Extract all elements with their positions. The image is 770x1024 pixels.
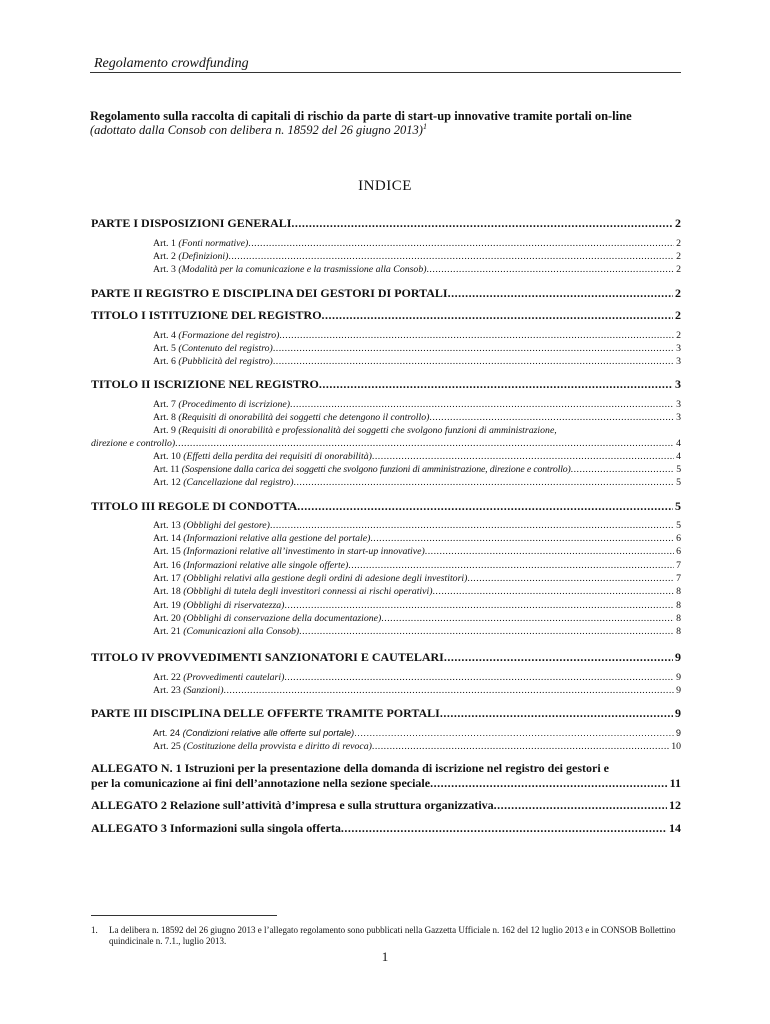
toc-page-number: 3 — [676, 356, 681, 367]
header-rule — [90, 72, 681, 73]
art-description: (Obblighi di riservatezza) — [183, 600, 285, 611]
toc-page-number: 7 — [676, 560, 681, 571]
art-number: Art. 18 — [153, 586, 181, 597]
toc-label: ALLEGATO 3 Informazioni sulla singola offerta — [91, 821, 341, 835]
toc-label — [153, 573, 467, 584]
toc-label: TITOLO IV PROVVEDIMENTI SANZIONATORI E CAUTELARI — [91, 650, 444, 664]
art-description: (Obblighi di conservazione della documentazione) — [183, 613, 382, 624]
toc-entry-art-8[interactable] — [153, 412, 681, 425]
art-description: (Obblighi relativi alla gestione degli ordini di adesione degli investitori) — [183, 573, 468, 584]
toc-label — [153, 685, 224, 696]
toc-page-number: 2 — [676, 251, 681, 262]
toc-page-number: 4 — [676, 438, 681, 449]
toc-leader — [354, 728, 674, 738]
toc-label: ALLEGATO 2 Relazione sull’attività d’impresa e sulla struttura organizzativa — [91, 798, 494, 812]
running-header: Regolamento crowdfunding — [94, 56, 249, 71]
art-number: Art. 5 — [153, 343, 176, 354]
toc-entry-art-24[interactable] — [153, 728, 681, 741]
toc-page-number: 2 — [676, 330, 681, 341]
toc-leader — [372, 451, 674, 462]
toc-entry-art-25[interactable] — [153, 741, 681, 754]
art-number: Art. 21 — [153, 626, 181, 637]
art-number: Art. 15 — [153, 546, 181, 557]
toc-label: PARTE III DISCIPLINA DELLE OFFERTE TRAMITE PORTALI — [91, 706, 440, 720]
footnote-rule — [91, 915, 277, 916]
toc-entry-art-17[interactable] — [153, 573, 681, 586]
toc-leader — [467, 573, 674, 584]
toc-page-number: 9 — [676, 672, 681, 683]
toc-entry-parte-3[interactable] — [91, 706, 681, 720]
toc-page-number: 4 — [676, 451, 681, 462]
toc-entry-art-13[interactable] — [153, 520, 681, 533]
toc-page-number: 5 — [676, 477, 681, 488]
toc-page-number: 10 — [671, 741, 681, 752]
toc-entry-art-1[interactable] — [153, 238, 681, 251]
toc-leader — [494, 798, 667, 813]
toc-label — [153, 356, 273, 367]
art-number: Art. 7 — [153, 399, 176, 410]
art-description: direzione e controllo) — [91, 438, 176, 449]
toc-entry-art-9-line1[interactable] — [153, 425, 557, 436]
toc-entry-parte-2[interactable] — [91, 286, 681, 300]
toc-page-number: 2 — [675, 286, 681, 300]
toc-entry-titolo-4[interactable] — [91, 650, 681, 664]
toc-label: TITOLO III REGOLE DI CONDOTTA — [91, 499, 298, 513]
toc-leader — [448, 286, 673, 301]
art-description: (Modalità per la comunicazione e la trasmissione alla Consob) — [178, 264, 427, 275]
toc-page-number: 8 — [676, 613, 681, 624]
toc-page-number: 5 — [675, 499, 681, 513]
art-number: Art. 4 — [153, 330, 176, 341]
toc-leader — [372, 741, 669, 752]
toc-leader — [440, 706, 673, 721]
toc-leader — [370, 533, 674, 544]
art-description: (Definizioni) — [178, 251, 229, 262]
toc-entry-art-19[interactable] — [153, 600, 681, 613]
toc-leader — [273, 343, 674, 354]
toc-entry-art-6[interactable] — [153, 356, 681, 369]
art-number: Art. 14 — [153, 533, 181, 544]
art-number: Art. 10 — [153, 451, 181, 462]
art-description: (Informazioni relative alla gestione del portale) — [183, 533, 371, 544]
art-description: (Procedimento di iscrizione) — [178, 399, 291, 410]
art-number: Art. 1 — [153, 238, 176, 249]
toc-leader — [297, 499, 673, 514]
toc-label — [153, 251, 228, 262]
toc-entry-titolo-3[interactable] — [91, 499, 681, 513]
toc-leader — [425, 546, 674, 557]
toc-entry-art-15[interactable] — [153, 546, 681, 559]
art-number: Art. 23 — [153, 685, 181, 696]
toc-page-number: 2 — [675, 216, 681, 230]
toc-leader — [381, 613, 674, 624]
toc-label — [153, 741, 372, 752]
toc-page-number: 2 — [675, 308, 681, 322]
toc-label: per la comunicazione ai fini dell’annotazione nella sezione speciale — [91, 776, 431, 790]
art-description: (Requisiti di onorabilità dei soggetti che detengono il controllo) — [178, 412, 430, 423]
document-title: Regolamento sulla raccolta di capitali di rischio da parte di start-up innovative tramite portali on-line — [90, 109, 632, 123]
art-description: (Pubblicità del registro) — [178, 356, 273, 367]
toc-page-number: 6 — [676, 546, 681, 557]
toc-entry-art-23[interactable] — [153, 685, 681, 698]
toc-label — [153, 238, 248, 249]
toc-page-number: 8 — [676, 626, 681, 637]
art-number: Art. 20 — [153, 613, 181, 624]
toc-page-number: 3 — [676, 399, 681, 410]
toc-entry-art-2[interactable] — [153, 251, 681, 264]
toc-entry-allegato-1-line2[interactable] — [91, 776, 681, 790]
toc-entry-art-7[interactable] — [153, 399, 681, 412]
toc-label: TITOLO I ISTITUZIONE DEL REGISTRO — [91, 308, 322, 322]
toc-page-number: 9 — [675, 706, 681, 720]
art-description: (Sanzioni) — [183, 685, 224, 696]
toc-page-number: 11 — [669, 776, 681, 790]
art-description: (Contenuto del registro) — [178, 343, 273, 354]
toc-page-number: 2 — [676, 264, 681, 275]
toc-leader — [348, 560, 674, 571]
toc-page-number: 2 — [676, 238, 681, 249]
toc-leader — [290, 399, 674, 410]
toc-label — [153, 343, 273, 354]
toc-entry-titolo-2[interactable] — [91, 377, 681, 391]
toc-leader — [429, 412, 674, 423]
art-description: (Fonti normative) — [178, 238, 249, 249]
art-number: Art. 19 — [153, 600, 181, 611]
toc-entry-art-22[interactable] — [153, 672, 681, 685]
footnote — [91, 925, 691, 947]
toc-entry-art-9-line2[interactable] — [91, 438, 681, 451]
toc-label: PARTE II REGISTRO E DISCIPLINA DEI GESTORI DI PORTALI — [91, 286, 448, 300]
toc-leader — [248, 238, 674, 249]
art-description: (Obblighi del gestore) — [183, 520, 270, 531]
toc-leader — [224, 685, 675, 696]
toc-label — [153, 586, 432, 597]
toc-leader — [279, 330, 674, 341]
toc-page-number: 6 — [676, 533, 681, 544]
toc-label: PARTE I DISPOSIZIONI GENERALI — [91, 216, 292, 230]
toc-leader — [426, 264, 674, 275]
toc-entry-art-18[interactable] — [153, 586, 681, 599]
toc-leader — [273, 356, 674, 367]
art-description: (Condizioni relative alle offerte sul portale) — [182, 728, 355, 738]
toc-leader — [432, 586, 674, 597]
toc-entry-art-12[interactable] — [153, 477, 681, 490]
toc-leader — [571, 464, 675, 475]
toc-entry-art-10[interactable] — [153, 451, 681, 464]
toc-label — [153, 613, 381, 624]
subtitle-text: (adottato dalla Consob con delibera n. 18592 del 26 giugno 2013) — [90, 123, 423, 137]
art-number: Art. 12 — [153, 477, 181, 488]
toc-leader — [319, 377, 673, 392]
art-description: (Cancellazione dal registro) — [183, 477, 294, 488]
toc-entry-titolo-1[interactable] — [91, 308, 681, 322]
toc-label: TITOLO II ISCRIZIONE NEL REGISTRO — [91, 377, 319, 391]
index-heading: INDICE — [358, 178, 412, 194]
toc-label — [153, 560, 348, 571]
toc-page-number: 12 — [669, 798, 681, 812]
toc-entry-allegato-2[interactable] — [91, 798, 681, 812]
art-description: (Provvedimenti cautelari) — [183, 672, 285, 683]
toc-page-number: 9 — [675, 650, 681, 664]
page-number: 1 — [381, 949, 389, 964]
toc-entry-parte-1[interactable] — [91, 216, 681, 230]
footnote-reference[interactable]: 1 — [422, 121, 427, 131]
toc-leader — [270, 520, 674, 531]
art-description: (Requisiti di onorabilità e professionalità dei soggetti che svolgono funzioni di amministrazione, — [178, 425, 557, 436]
toc-label — [153, 600, 284, 611]
art-number: Art. 8 — [153, 412, 176, 423]
toc-leader — [430, 776, 668, 791]
art-number: Art. 17 — [153, 573, 181, 584]
toc-page-number: 3 — [676, 412, 681, 423]
toc-label — [153, 533, 370, 544]
toc-label — [153, 546, 425, 557]
toc-entry-art-11[interactable] — [153, 464, 681, 477]
art-description: (Formazione del registro) — [178, 330, 280, 341]
toc-leader — [284, 672, 674, 683]
art-description: (Informazioni relative all’investimento in start-up innovative) — [183, 546, 425, 557]
toc-leader — [322, 308, 673, 323]
toc-leader — [284, 600, 674, 611]
toc-label — [153, 264, 426, 275]
toc-entry-art-4[interactable] — [153, 330, 681, 343]
toc-label — [153, 412, 429, 423]
toc-leader — [228, 251, 674, 262]
toc-entry-allegato-3[interactable] — [91, 821, 681, 835]
art-number: Art. 16 — [153, 560, 181, 571]
art-description: (Obblighi di tutela degli investitori connessi ai rischi operativi) — [183, 586, 433, 597]
toc-label — [153, 520, 270, 531]
art-number: Art. 6 — [153, 356, 176, 367]
toc-entry-art-3[interactable] — [153, 264, 681, 277]
art-number: Art. 25 — [153, 741, 181, 752]
art-description: (Comunicazioni alla Consob) — [183, 626, 300, 637]
art-number: Art. 9 — [153, 425, 176, 436]
toc-entry-art-21[interactable] — [153, 626, 681, 639]
toc-page-number: 3 — [676, 343, 681, 354]
art-description: (Costituzione della provvista e diritto di revoca) — [183, 741, 372, 752]
toc-leader — [291, 216, 673, 231]
toc-page-number: 8 — [676, 600, 681, 611]
toc-label — [153, 451, 372, 462]
toc-label — [153, 477, 294, 488]
toc-page-number: 14 — [669, 821, 681, 835]
art-description: (Informazioni relative alle singole offerte) — [183, 560, 349, 571]
toc-entry-allegato-1-line1[interactable]: ALLEGATO N. 1 Istruzioni per la presentazione della domanda di iscrizione nel registro dei gestori e — [91, 761, 609, 775]
toc-entry-art-14[interactable] — [153, 533, 681, 546]
toc-entry-art-16[interactable] — [153, 560, 681, 573]
toc-label — [153, 399, 290, 410]
toc-page-number: 5 — [676, 520, 681, 531]
toc-label — [153, 464, 571, 475]
toc-page-number: 3 — [675, 377, 681, 391]
toc-label — [153, 330, 279, 341]
toc-leader — [294, 477, 675, 488]
toc-entry-art-5[interactable] — [153, 343, 681, 356]
art-number: Art. 11 — [153, 464, 180, 475]
toc-page-number: 7 — [676, 573, 681, 584]
toc-label — [153, 672, 284, 683]
art-number: Art. 3 — [153, 264, 176, 275]
art-number: Art. 13 — [153, 520, 181, 531]
art-description: (Effetti della perdita dei requisiti di onorabilità) — [183, 451, 372, 462]
footnote-number: 1. — [91, 925, 98, 935]
art-number: Art. 24 — [153, 728, 181, 738]
toc-leader — [444, 650, 673, 665]
toc-page-number: 5 — [676, 464, 681, 475]
toc-label — [153, 728, 354, 738]
toc-leader — [341, 821, 667, 836]
art-number: Art. 2 — [153, 251, 176, 262]
toc-label — [153, 626, 299, 637]
toc-page-number: 9 — [676, 685, 681, 696]
footnote-text: La delibera n. 18592 del 26 giugno 2013 e l’allegato regolamento sono pubblicati nella Gazzetta Ufficiale n. 162 del 12 luglio 2013 e in CONSOB Bollettino quindicinale n. 7.1., luglio 2013. — [109, 925, 676, 946]
toc-leader — [175, 438, 674, 449]
art-number: Art. 22 — [153, 672, 181, 683]
document-subtitle — [90, 123, 427, 138]
toc-leader — [299, 626, 674, 637]
toc-page-number: 9 — [675, 728, 681, 738]
art-description: (Sospensione dalla carica dei soggetti che svolgono funzioni di amministrazione, direzione e controllo) — [181, 464, 571, 475]
toc-label — [91, 438, 175, 449]
toc-entry-art-20[interactable] — [153, 613, 681, 626]
toc-page-number: 8 — [676, 586, 681, 597]
